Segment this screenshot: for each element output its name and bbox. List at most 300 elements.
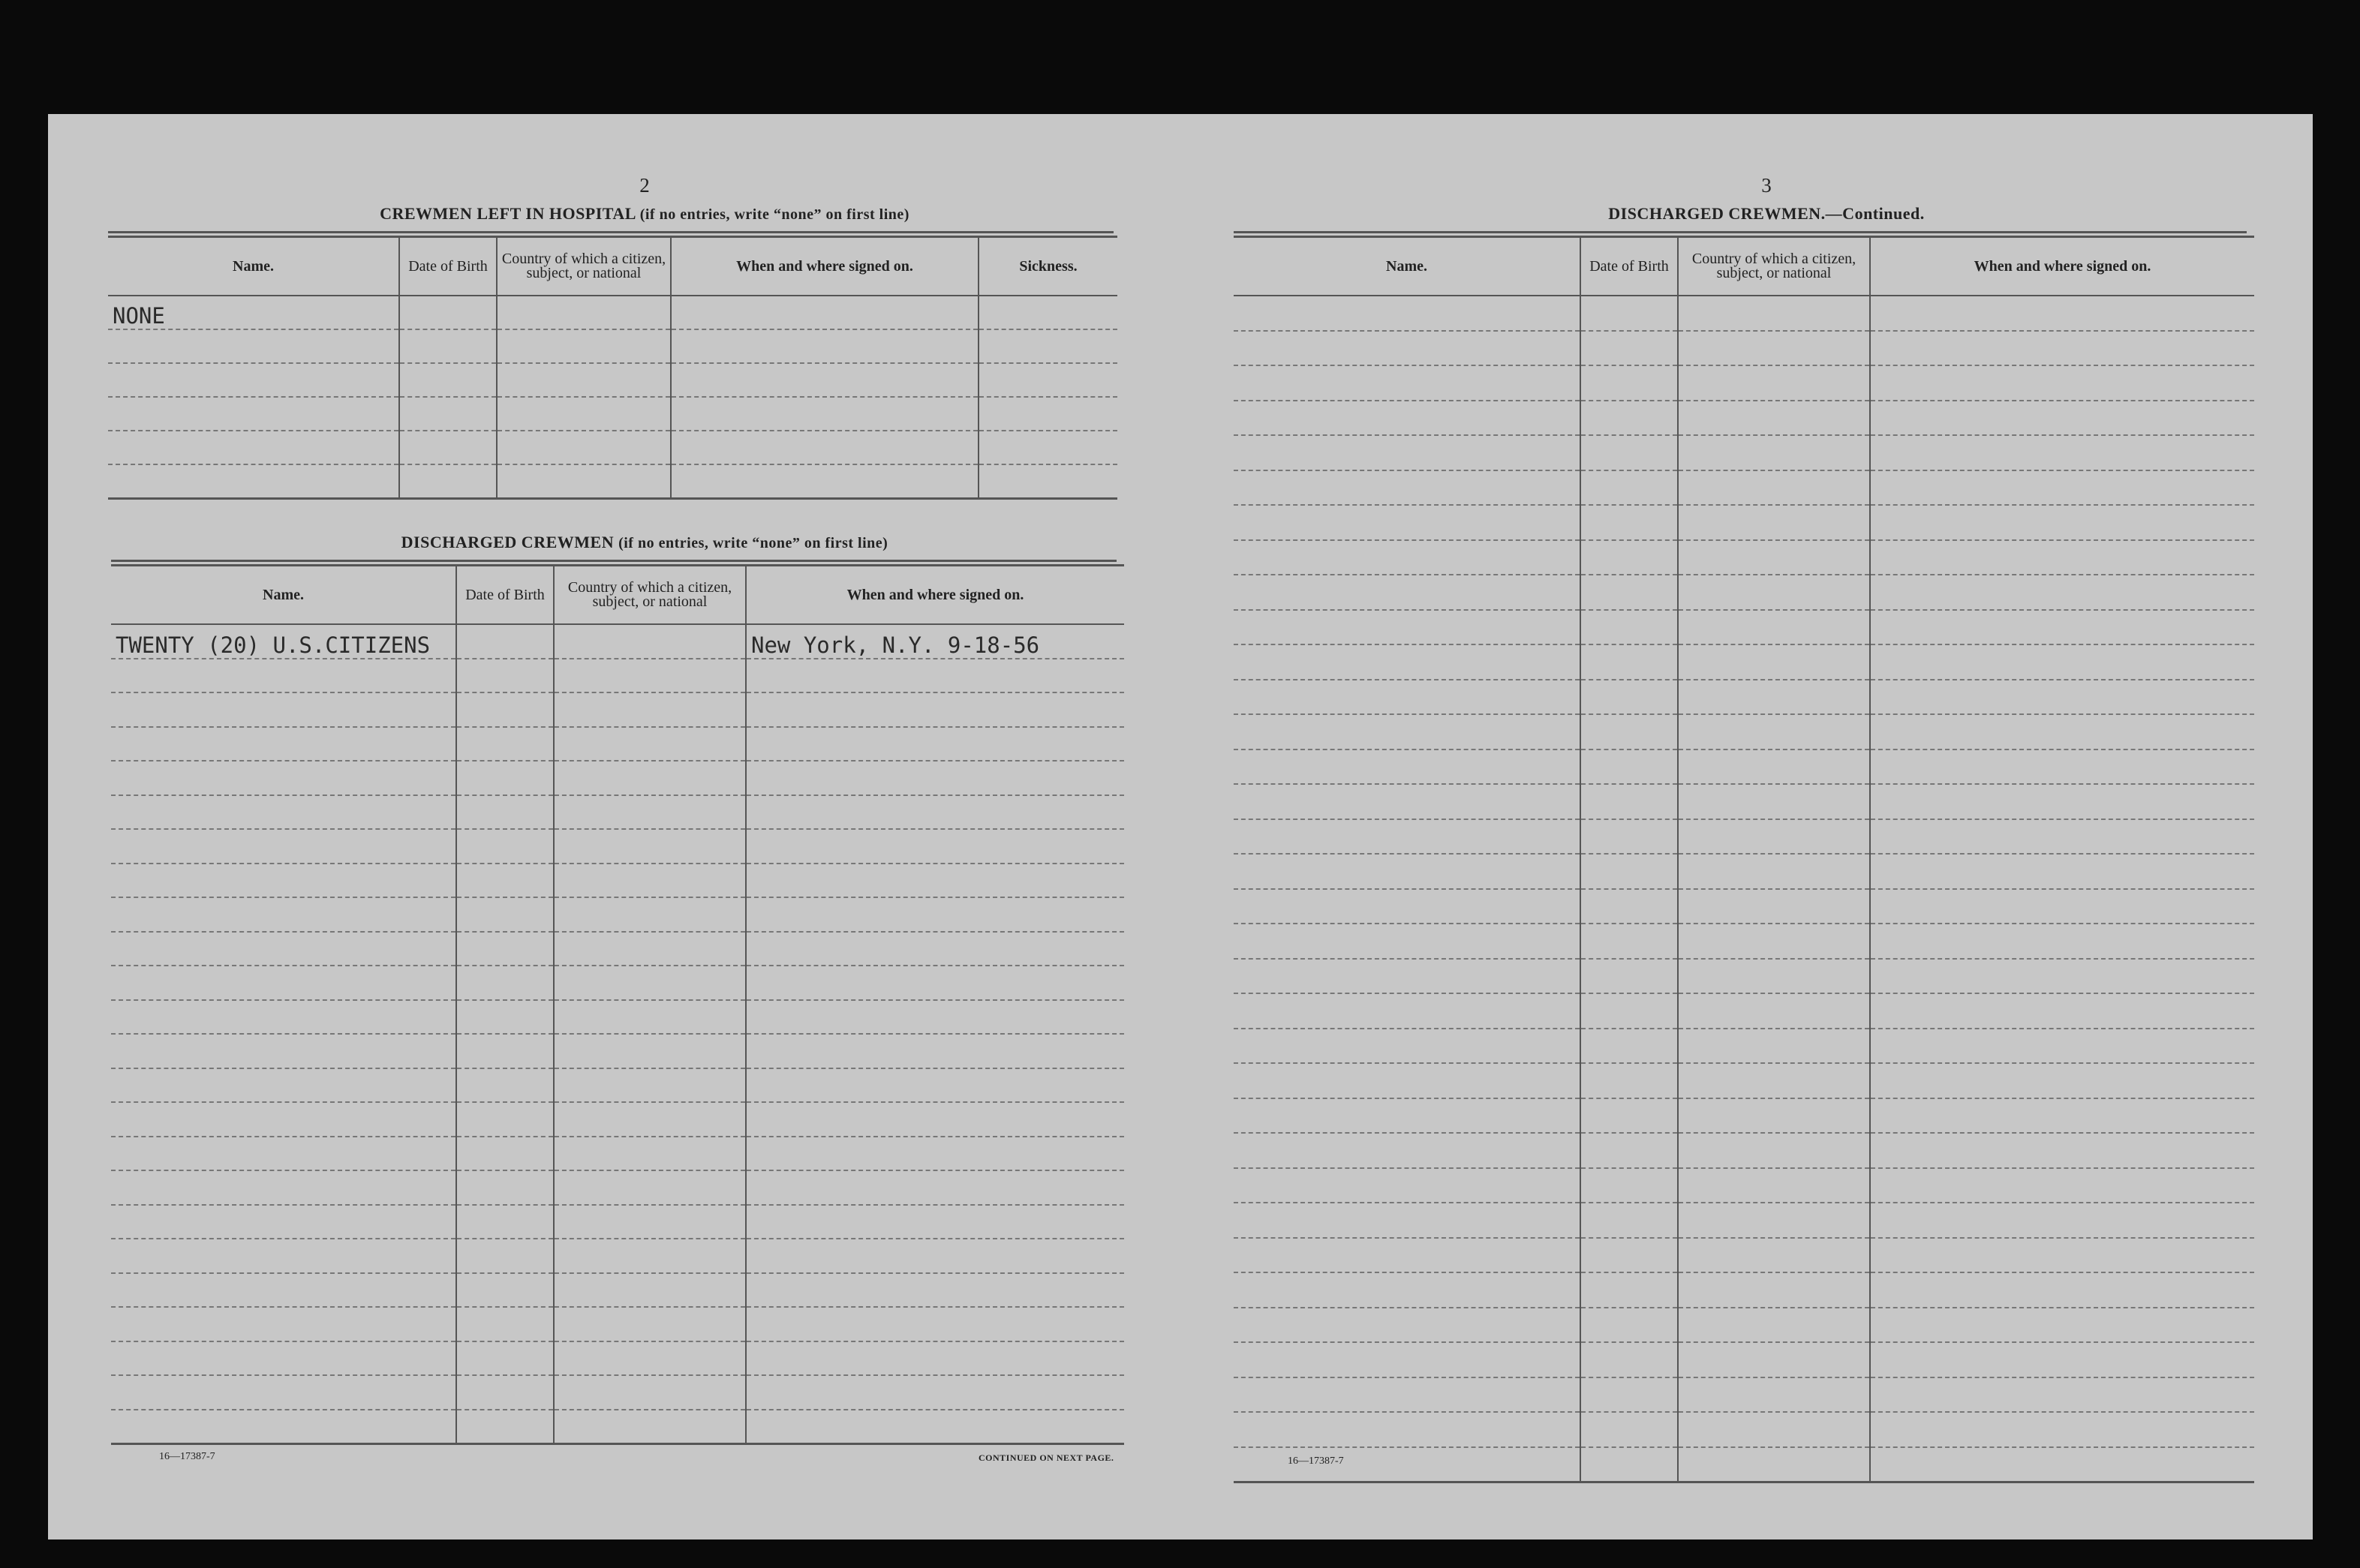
form-cell [108,431,399,464]
form-row [1234,331,2254,366]
form-row [111,624,1124,659]
form-cell [554,1137,746,1171]
form-cell [1580,749,1678,785]
form-cell [456,1068,554,1103]
page-number: 2 [639,174,650,197]
discharged-section-title [108,533,1181,552]
form-cell [1678,959,1870,994]
form-cell [746,897,1124,932]
form-row [1234,1238,2254,1273]
form-row [111,1170,1124,1205]
form-cell [1678,889,1870,924]
form-cell [1234,1203,1580,1238]
form-cell [1678,1203,1870,1238]
form-cell [456,1410,554,1444]
form-cell [1678,575,1870,610]
hospital-section-title [108,204,1181,224]
form-cell [111,659,456,693]
form-cell [1234,610,1580,645]
form-row [1234,784,2254,819]
form-cell: TWENTY (20) U.S.CITIZENS [111,624,456,659]
form-cell [456,966,554,1000]
discharged-cont-top-rule [1234,231,2247,233]
form-cell [1678,296,1870,331]
form-row [111,1000,1124,1035]
form-cell [1678,1098,1870,1134]
form-cell [746,1341,1124,1376]
form-cell [1678,1308,1870,1343]
form-cell [1234,296,1580,331]
form-cell [456,795,554,830]
form-cell [111,1102,456,1137]
form-cell: NONE [108,296,399,329]
form-cell [1234,1447,1580,1482]
form-cell [1870,1063,2254,1098]
form-cell [111,1000,456,1035]
form-row [1234,1098,2254,1134]
discharged-top-rule [111,560,1117,562]
form-cell [1870,1412,2254,1447]
form-row [1234,610,2254,645]
form-cell [456,1375,554,1410]
form-code: 16—17387-7 [1288,1455,1344,1467]
form-cell [1234,365,1580,401]
form-cell [671,464,979,499]
form-cell [1234,435,1580,470]
form-cell [746,727,1124,761]
form-cell [1678,1168,1870,1203]
form-cell [554,1375,746,1410]
form-cell [1580,959,1678,994]
form-cell [456,1137,554,1171]
form-cell [1580,854,1678,889]
form-cell [746,829,1124,864]
form-cell [1234,714,1580,749]
form-row [111,1273,1124,1308]
form-row [108,464,1117,499]
form-cell [746,1375,1124,1410]
form-row [1234,1308,2254,1343]
form-cell [111,966,456,1000]
form-cell [111,932,456,966]
form-cell [1678,401,1870,436]
discharged-title: DISCHARGED CREWMEN [401,533,615,551]
form-cell [554,1239,746,1273]
form-row [111,1102,1124,1137]
form-cell [671,296,979,329]
continued-note: CONTINUED ON NEXT PAGE. [979,1452,1114,1463]
form-cell [1870,854,2254,889]
form-cell [108,464,399,499]
form-cell [111,1205,456,1239]
form-cell [111,864,456,898]
form-cell [1870,784,2254,819]
form-cell [554,692,746,727]
left-page [108,114,1181,1539]
form-row [1234,540,2254,575]
form-cell [1580,924,1678,959]
form-row [1234,470,2254,506]
form-cell [1580,365,1678,401]
form-cell [456,624,554,659]
form-cell [746,932,1124,966]
form-cell [111,692,456,727]
form-row [1234,680,2254,715]
form-cell [111,1137,456,1171]
form-cell [671,329,979,363]
form-cell [1678,1063,1870,1098]
form-cell [1580,296,1678,331]
form-row [1234,749,2254,785]
form-cell [1678,1447,1870,1482]
form-row [111,692,1124,727]
form-row [111,727,1124,761]
form-cell [1580,714,1678,749]
form-cell [497,296,671,329]
form-row [111,1375,1124,1410]
form-cell [111,1273,456,1308]
form-cell [1870,714,2254,749]
form-cell [746,1307,1124,1341]
form-cell [108,397,399,431]
form-cell [1580,1098,1678,1134]
form-cell [1234,644,1580,680]
form-cell [1234,784,1580,819]
form-cell [979,363,1117,397]
hospital-title-note: (if no entries, write “none” on first line) [639,206,909,223]
col-sickness-header: Sickness. [979,237,1117,296]
form-row [1234,1168,2254,1203]
form-cell [979,464,1117,499]
form-cell [456,1239,554,1273]
form-cell [456,897,554,932]
form-cell [1580,1238,1678,1273]
form-cell [979,431,1117,464]
form-cell [1870,365,2254,401]
discharged-cont-title: DISCHARGED CREWMEN.—Continued. [1608,204,1925,223]
form-cell [1870,1029,2254,1064]
form-cell [111,1170,456,1205]
form-cell [399,397,497,431]
form-cell [1678,924,1870,959]
form-cell [1870,296,2254,331]
form-cell [671,363,979,397]
form-cell [554,795,746,830]
form-cell [1234,1029,1580,1064]
form-cell [1678,435,1870,470]
form-cell [1580,644,1678,680]
form-cell [1234,680,1580,715]
form-cell [108,363,399,397]
discharged-title-note: (if no entries, write “none” on first line) [618,535,888,551]
form-cell [1678,749,1870,785]
form-row [1234,819,2254,855]
form-cell [1580,1133,1678,1168]
form-cell [111,1068,456,1103]
form-cell [1580,401,1678,436]
form-cell [497,397,671,431]
form-cell [1678,714,1870,749]
right-page [1234,114,2299,1539]
form-cell [456,1102,554,1137]
form-cell [671,397,979,431]
form-cell [497,363,671,397]
col-name-header: Name. [1234,237,1580,296]
form-row [1234,889,2254,924]
form-row [1234,993,2254,1029]
form-cell [1678,854,1870,889]
form-cell [554,897,746,932]
form-cell [746,1205,1124,1239]
form-row [1234,644,2254,680]
form-cell [1580,1447,1678,1482]
hospital-table [108,236,1117,500]
form-row [111,1205,1124,1239]
form-cell [554,624,746,659]
form-cell [1870,819,2254,855]
form-cell [746,1137,1124,1171]
form-cell [1234,1308,1580,1343]
form-cell [1234,924,1580,959]
form-cell [746,692,1124,727]
form-cell [1678,610,1870,645]
form-cell [1678,1342,1870,1377]
form-cell [1678,1377,1870,1413]
col-dob-header: Date of Birth [456,566,554,625]
form-cell [1870,959,2254,994]
form-cell [111,1307,456,1341]
form-cell [1234,819,1580,855]
form-cell [671,431,979,464]
form-cell [1234,331,1580,366]
form-row [1234,1133,2254,1168]
form-cell [456,864,554,898]
form-cell [399,431,497,464]
form-row [111,1034,1124,1068]
form-cell [1580,1029,1678,1064]
form-code: 16—17387-7 [159,1451,215,1462]
form-row [1234,959,2254,994]
form-cell [746,761,1124,795]
form-sheet [48,114,2313,1539]
discharged-header-row [111,566,1124,625]
form-cell [746,1170,1124,1205]
form-cell [1678,1272,1870,1308]
col-signed-on-header: When and where signed on. [1870,237,2254,296]
form-cell [1870,749,2254,785]
form-cell [1678,819,1870,855]
form-cell [1678,1238,1870,1273]
form-cell [399,329,497,363]
form-cell [497,329,671,363]
form-cell [456,1273,554,1308]
form-cell [1870,1168,2254,1203]
form-cell [1234,1133,1580,1168]
form-cell [979,329,1117,363]
form-cell [456,1341,554,1376]
page-number: 3 [1761,174,1772,197]
form-row [1234,1029,2254,1064]
form-cell [1580,1308,1678,1343]
form-row [111,829,1124,864]
form-cell [1580,1203,1678,1238]
form-cell [554,1170,746,1205]
form-cell [554,1034,746,1068]
form-cell [554,829,746,864]
form-cell [1678,993,1870,1029]
form-cell [111,1375,456,1410]
form-cell [746,1034,1124,1068]
form-row [1234,1377,2254,1413]
form-cell [1870,680,2254,715]
form-cell [1234,854,1580,889]
form-cell [1234,959,1580,994]
form-cell [111,795,456,830]
form-cell [1580,1272,1678,1308]
form-cell [1870,1342,2254,1377]
form-row [111,932,1124,966]
form-cell [554,727,746,761]
form-row [1234,924,2254,959]
form-row [1234,854,2254,889]
form-cell [1870,540,2254,575]
form-cell [554,1102,746,1137]
form-cell [111,897,456,932]
form-cell [1234,1168,1580,1203]
form-cell [1580,889,1678,924]
form-cell [1678,540,1870,575]
form-cell [111,1239,456,1273]
form-cell [456,1307,554,1341]
form-cell [1580,784,1678,819]
form-cell [1870,610,2254,645]
form-cell [1678,470,1870,506]
form-cell [1234,1238,1580,1273]
form-cell [456,659,554,693]
form-cell [1870,1133,2254,1168]
form-row [111,864,1124,898]
form-row [1234,505,2254,540]
form-cell [554,659,746,693]
form-cell [456,829,554,864]
form-row [111,1068,1124,1103]
form-cell [1234,505,1580,540]
form-cell [746,1102,1124,1137]
form-row [111,761,1124,795]
form-cell [1580,575,1678,610]
form-cell [1234,401,1580,436]
form-cell [399,363,497,397]
form-cell [1678,365,1870,401]
form-cell [456,932,554,966]
form-cell [1870,505,2254,540]
form-row [111,897,1124,932]
form-cell [1580,1063,1678,1098]
form-cell [456,1170,554,1205]
form-cell [1870,575,2254,610]
form-cell [1580,470,1678,506]
form-cell [1580,540,1678,575]
form-cell [1870,1238,2254,1273]
form-cell [1870,889,2254,924]
form-cell [456,1205,554,1239]
form-cell [1580,819,1678,855]
form-cell [497,464,671,499]
col-name-header: Name. [111,566,456,625]
form-cell [1678,1412,1870,1447]
form-cell [746,864,1124,898]
form-cell: New York, N.Y. 9-18-56 [746,624,1124,659]
form-cell [1870,1203,2254,1238]
form-cell [554,1068,746,1103]
form-cell [1234,749,1580,785]
form-row [1234,714,2254,749]
form-cell [1580,1342,1678,1377]
form-cell [399,464,497,499]
form-cell [1678,644,1870,680]
form-row [111,966,1124,1000]
form-cell [1678,1133,1870,1168]
form-row [111,1137,1124,1171]
form-row [108,397,1117,431]
discharged-cont-table [1234,236,2254,1483]
form-cell [554,1307,746,1341]
form-row [1234,1203,2254,1238]
form-cell [1870,993,2254,1029]
form-row [111,1341,1124,1376]
col-signed-on-header: When and where signed on. [671,237,979,296]
form-cell [746,659,1124,693]
form-cell [746,1239,1124,1273]
form-cell [1580,435,1678,470]
form-row [108,296,1117,329]
form-row [1234,1447,2254,1482]
form-cell [1870,1447,2254,1482]
form-cell [111,761,456,795]
form-cell [1234,889,1580,924]
form-cell [1870,1308,2254,1343]
form-cell [1580,610,1678,645]
form-cell [1870,470,2254,506]
form-cell [746,1000,1124,1035]
form-cell [111,1034,456,1068]
form-row [1234,401,2254,436]
form-cell [554,1273,746,1308]
form-row [108,363,1117,397]
form-cell [1580,1412,1678,1447]
form-cell [554,1000,746,1035]
form-cell [1870,644,2254,680]
form-cell [1870,435,2254,470]
form-cell [1678,505,1870,540]
form-cell [1580,680,1678,715]
form-cell [1580,1377,1678,1413]
form-cell [456,1000,554,1035]
form-cell [1234,1272,1580,1308]
col-country-header: Country of which a citizen, subject, or national [1678,237,1870,296]
col-name-header: Name. [108,237,399,296]
form-row [1234,1342,2254,1377]
form-cell [497,431,671,464]
form-cell [1580,505,1678,540]
form-cell [554,1205,746,1239]
col-signed-on-header: When and where signed on. [746,566,1124,625]
form-cell [1234,575,1580,610]
form-row [1234,1063,2254,1098]
form-cell [1870,1098,2254,1134]
form-cell [1678,1029,1870,1064]
form-cell [456,1034,554,1068]
